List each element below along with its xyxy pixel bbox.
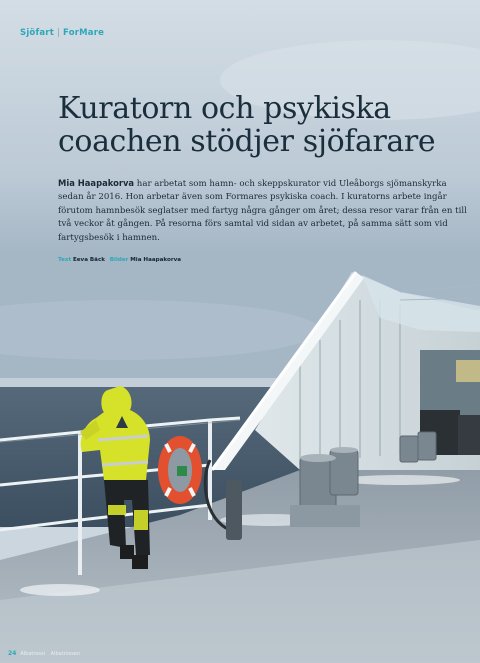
magazine-name-1: Albatrossi <box>20 651 45 657</box>
ingress-text: har arbetat som hamn- och skeppskurator vid Uleåborgs sjömanskyrka sedan år 2016. Hon arbetar även som Formares psykiska coach. I kuratorns arbete ingår förutom hamnbesök seglatser med fartyg några gånger om året; dessa resor varar från en till två veckor åt gången. På resorna förs samtal vid sidan av arbetet, på samma sätt som vid fartygsbesök i hamnen. <box>58 179 467 243</box>
page-footer <box>8 650 80 657</box>
section-label <box>20 28 104 38</box>
section-name: Sjöfart <box>20 28 54 38</box>
article-title-line-1: Kuratorn och psykiska <box>58 91 391 126</box>
ingress-author: Mia Haapakorva <box>58 178 135 188</box>
article-credits <box>58 257 184 263</box>
article-ingress <box>58 177 468 245</box>
section-separator: | <box>56 28 61 38</box>
credit-photo-label: Bilder <box>109 257 129 263</box>
article-title <box>58 92 458 158</box>
credit-photo-name: Mia Haapakorva <box>130 257 182 263</box>
subsection-name: ForMare <box>63 28 105 38</box>
article-title-line-2: coachen stödjer sjöfarare <box>58 124 436 159</box>
credit-text-name: Eeva Bäck <box>72 257 105 263</box>
magazine-name-2: Albatrossen <box>50 651 81 657</box>
footer-separator: | <box>46 651 49 657</box>
page-number: 24 <box>8 650 17 657</box>
credit-text-label: Text <box>58 257 72 263</box>
